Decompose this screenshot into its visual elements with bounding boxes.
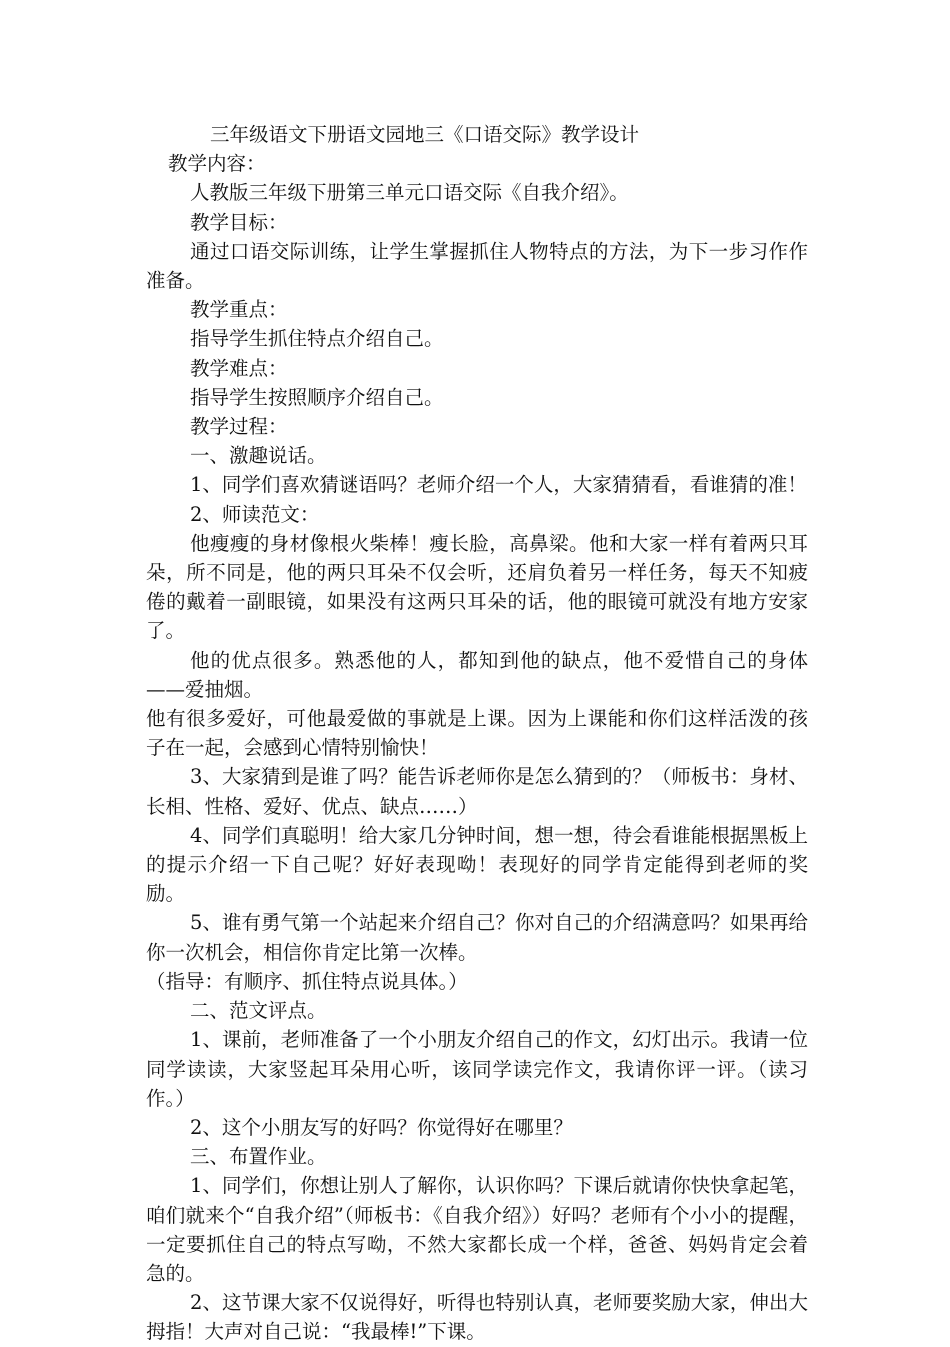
paragraph: 教学内容： xyxy=(168,152,266,176)
paragraph: 教学目标： xyxy=(190,210,288,234)
paragraph: 人教版三年级下册第三单元口语交际《自我介绍》。 xyxy=(190,181,629,205)
paragraph: 他的优点很多。熟悉他的人，都知到他的缺点，他不爱惜自己的身体——爱抽烟。 xyxy=(146,648,808,701)
paragraph: 4、同学们真聪明！给大家几分钟时间，想一想，待会看谁能根据黑板上的提示介绍一下自己呢？好好表现呦！表现好的同学肯定能得到老师的奖励。 xyxy=(146,823,808,906)
document-title: 三年级语文下册语文园地三《口语交际》教学设计 xyxy=(210,123,640,146)
paragraph: 通过口语交际训练，让学生掌握抓住人物特点的方法，为下一步习作作准备。 xyxy=(146,239,808,293)
paragraph: 三、布置作业。 xyxy=(190,1145,327,1169)
paragraph: 3、大家猜到是谁了吗？能告诉老师你是怎么猜到的？（师板书：身材、长相、性格、爱好、优点、缺点……） xyxy=(146,765,808,818)
paragraph: 他瘦瘦的身材像根火柴棒！瘦长脸，高鼻梁。他和大家一样有着两只耳朵，所不同是，他的两只耳朵不仅会听，还肩负着另一样任务，每天不知疲倦的戴着一副眼镜，如果没有这两只耳朵的话，他的眼镜可就没有地方安家了。 xyxy=(146,531,808,643)
paragraph: 1、课前，老师准备了一个小朋友介绍自己的作文，幻灯出示。我请一位同学读读，大家竖起耳朵用心听，该同学读完作文，我请你评一评。（读习作。） xyxy=(146,1028,808,1110)
paragraph: 1、同学们，你想让别人了解你，认识你吗？下课后就请你快快拿起笔，咱们就来个“自我介绍”（师板书：《自我介绍》）好吗？老师有个小小的提醒，一定要抓住自己的特点写呦，不然大家都长成一个样，爸爸、妈妈肯定会着急的。 xyxy=(146,1174,808,1285)
paragraph: 5、谁有勇气第一个站起来介绍自己？你对自己的介绍满意吗？如果再给你一次机会，相信你肯定比第一次棒。 xyxy=(146,911,808,964)
paragraph: 一、激趣说话。 xyxy=(190,444,327,468)
paragraph: 教学重点： xyxy=(190,298,288,322)
paragraph: 二、范文评点。 xyxy=(190,999,327,1023)
paragraph: 1、同学们喜欢猜谜语吗？老师介绍一个人，大家猜猜看，看谁猜的准！ xyxy=(190,473,807,497)
paragraph: 教学过程： xyxy=(190,415,288,439)
paragraph: 2、师读范文： xyxy=(190,502,320,526)
paragraph: 教学难点： xyxy=(190,356,288,380)
paragraph: 2、这节课大家不仅说得好，听得也特别认真，老师要奖励大家，伸出大拇指！大声对自己说：“我最棒!”下课。 xyxy=(146,1291,808,1344)
paragraph: 指导学生抓住特点介绍自己。 xyxy=(190,327,444,351)
document-body xyxy=(146,120,808,1347)
paragraph: 指导学生按照顺序介绍自己。 xyxy=(190,385,444,409)
paragraph: 他有很多爱好，可他最爱做的事就是上课。因为上课能和你们这样活泼的孩子在一起，会感到心情特别愉快！ xyxy=(146,707,808,760)
paragraph: （指导：有顺序、抓住特点说具体。） xyxy=(146,969,468,993)
paragraph: 2、这个小朋友写的好吗？你觉得好在哪里？ xyxy=(190,1115,573,1139)
